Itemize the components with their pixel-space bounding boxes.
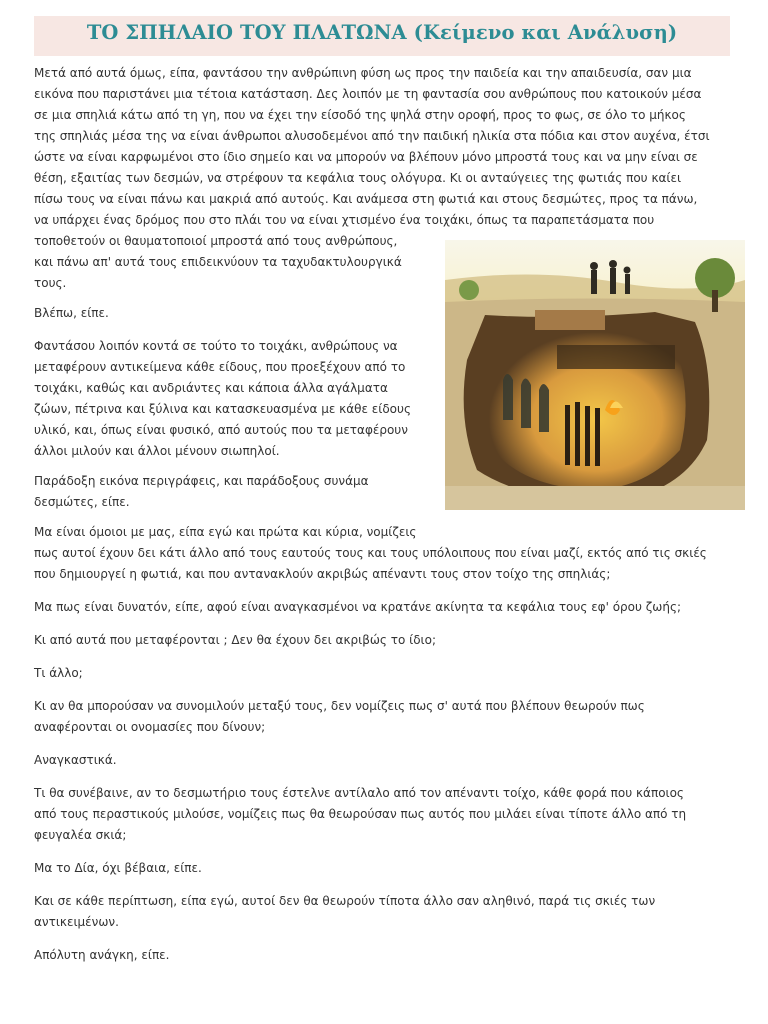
paragraph-5-line: που δημιουργεί η φωτιά, και που αντανακλούν ακριβώς απέναντι τους στον τοίχο της σπηλιάς;: [34, 567, 611, 581]
paragraph-3-line: Φαντάσου λοιπόν κοντά σε τούτο το τοιχάκι, ανθρώπους να: [34, 339, 398, 353]
paragraph-1-line: της σπηλιάς μέσα της να είναι άνθρωποι αλυσοδεμένοι από την παιδική ηλικία στα πόδια και στον αυχένα, έτσι: [34, 129, 710, 143]
paragraph-1-line: να υπάρχει ένας δρόμος που στο πλάι του να είναι χτισμένο ένα τοιχάκι, όπως τα παραπετάσματα που: [34, 213, 655, 227]
paragraph-8-line: Τι άλλο;: [34, 666, 83, 680]
title-banner: [34, 16, 730, 56]
page-title: ΤΟ ΣΠΗΛΑΙΟ ΤΟΥ ΠΛΑΤΩΝΑ (Κείμενο και Ανάλυση): [86, 21, 678, 44]
paragraph-11-line: Τι θα συνέβαινε, αν το δεσμωτήριο τους έστελνε αντίλαλο από τον απέναντι τοίχο, κάθε φορά που κάποιος: [34, 786, 684, 800]
paragraph-7-line: Κι από αυτά που μεταφέρονται ; Δεν θα έχουν δει ακριβώς το ίδιο;: [34, 633, 437, 647]
paragraph-10-line: Αναγκαστικά.: [34, 753, 117, 767]
cave-illustration: [445, 240, 745, 510]
paragraph-3-line: τοιχάκι, καθώς και ανδριάντες και κάποια άλλα αγάλματα: [34, 381, 388, 395]
paragraph-3-line: υλικό, και, όπως είναι φυσικό, από αυτούς που τα μεταφέρουν: [34, 423, 408, 437]
paragraph-1-line: και πάνω απ' αυτά τους επιδεικνύουν τα ταχυδακτυλουργικά: [34, 255, 402, 269]
paragraph-4-line: Παράδοξη εικόνα περιγράφεις, και παράδοξους συνάμα: [34, 474, 369, 488]
paragraph-12-line: Μα το Δία, όχι βέβαια, είπε.: [34, 861, 202, 875]
paragraph-1-line: τους.: [34, 276, 67, 290]
paragraph-1-line: σε μια σπηλιά κάτω από τη γη, που να έχει την είσοδό της ψηλά στην οροφή, προς το φως, σε όλο το μήκος: [34, 108, 686, 122]
paragraph-9-line: αναφέρονται οι ονομασίες που δίνουν;: [34, 720, 266, 734]
paragraph-5-line: πως αυτοί έχουν δει κάτι άλλο από τους εαυτούς τους και τους υπόλοιπους που είναι μαζί, εκτός από τις σκιές: [34, 546, 707, 560]
paragraph-1-line: ώστε να είναι καρφωμένοι στο ίδιο σημείο και να μπορούν να βλέπουν μόνο μπροστά τους και να μην είναι σε: [34, 150, 698, 164]
paragraph-6-line: Μα πως είναι δυνατόν, είπε, αφού είναι αναγκασμένοι να κρατάνε ακίνητα τα κεφάλια τους εφ' όρου ζωής;: [34, 600, 682, 614]
paragraph-3-line: μεταφέρουν αντικείμενα κάθε είδους, που προεξέχουν από το: [34, 360, 406, 374]
paragraph-13-line: Και σε κάθε περίπτωση, είπα εγώ, αυτοί δεν θα θεωρούν τίποτα άλλο σαν αληθινό, παρά τις σκιές των: [34, 894, 656, 908]
paragraph-1-line: Μετά από αυτά όμως, είπα, φαντάσου την ανθρώπινη φύση ως προς την παιδεία και την απαιδευσία, σαν μια: [34, 66, 692, 80]
paragraph-2-line: Βλέπω, είπε.: [34, 306, 109, 320]
paragraph-1-line: θέση, εξαιτίας των δεσμών, να στρέφουν τα κεφάλια τους ολόγυρα. Κι οι ανταύγειες της φωτιάς που καίει: [34, 171, 682, 185]
paragraph-9-line: Κι αν θα μπορούσαν να συνομιλούν μεταξύ τους, δεν νομίζεις πως σ' αυτά που βλέπουν θεωρούν πως: [34, 699, 645, 713]
paragraph-1-line: εικόνα που παριστάνει μια τέτοια κατάσταση. Δες λοιπόν με τη φαντασία σου ανθρώπους που κατοικούν μέσα: [34, 87, 702, 101]
paragraph-3-line: ζώων, πέτρινα και ξύλινα και κατασκευασμένα με κάθε είδους: [34, 402, 412, 416]
paragraph-1-line: τοποθετούν οι θαυματοποιοί μπροστά από τους ανθρώπους,: [34, 234, 398, 248]
paragraph-4-line: δεσμώτες, είπε.: [34, 495, 130, 509]
paragraph-1-line: πίσω τους να είναι πάνω και μακριά από αυτούς. Και ανάμεσα στη φωτιά και στους δεσμώτες, προς τα πάνω,: [34, 192, 698, 206]
paragraph-3-line: άλλοι μιλούν και άλλοι μένουν σιωπηλοί.: [34, 444, 280, 458]
paragraph-13-line: αντικειμένων.: [34, 915, 119, 929]
paragraph-11-line: φευγαλέα σκιά;: [34, 828, 127, 842]
paragraph-11-line: από τους περαστικούς μιλούσε, νομίζεις πως θα θεωρούσαν πως αυτός που μιλάει είναι τίποτε άλλο από τη: [34, 807, 687, 821]
paragraph-14-line: Απόλυτη ανάγκη, είπε.: [34, 948, 170, 962]
paragraph-5-line: Μα είναι όμοιοι με μας, είπα εγώ και πρώτα και κύρια, νομίζεις: [34, 525, 417, 539]
